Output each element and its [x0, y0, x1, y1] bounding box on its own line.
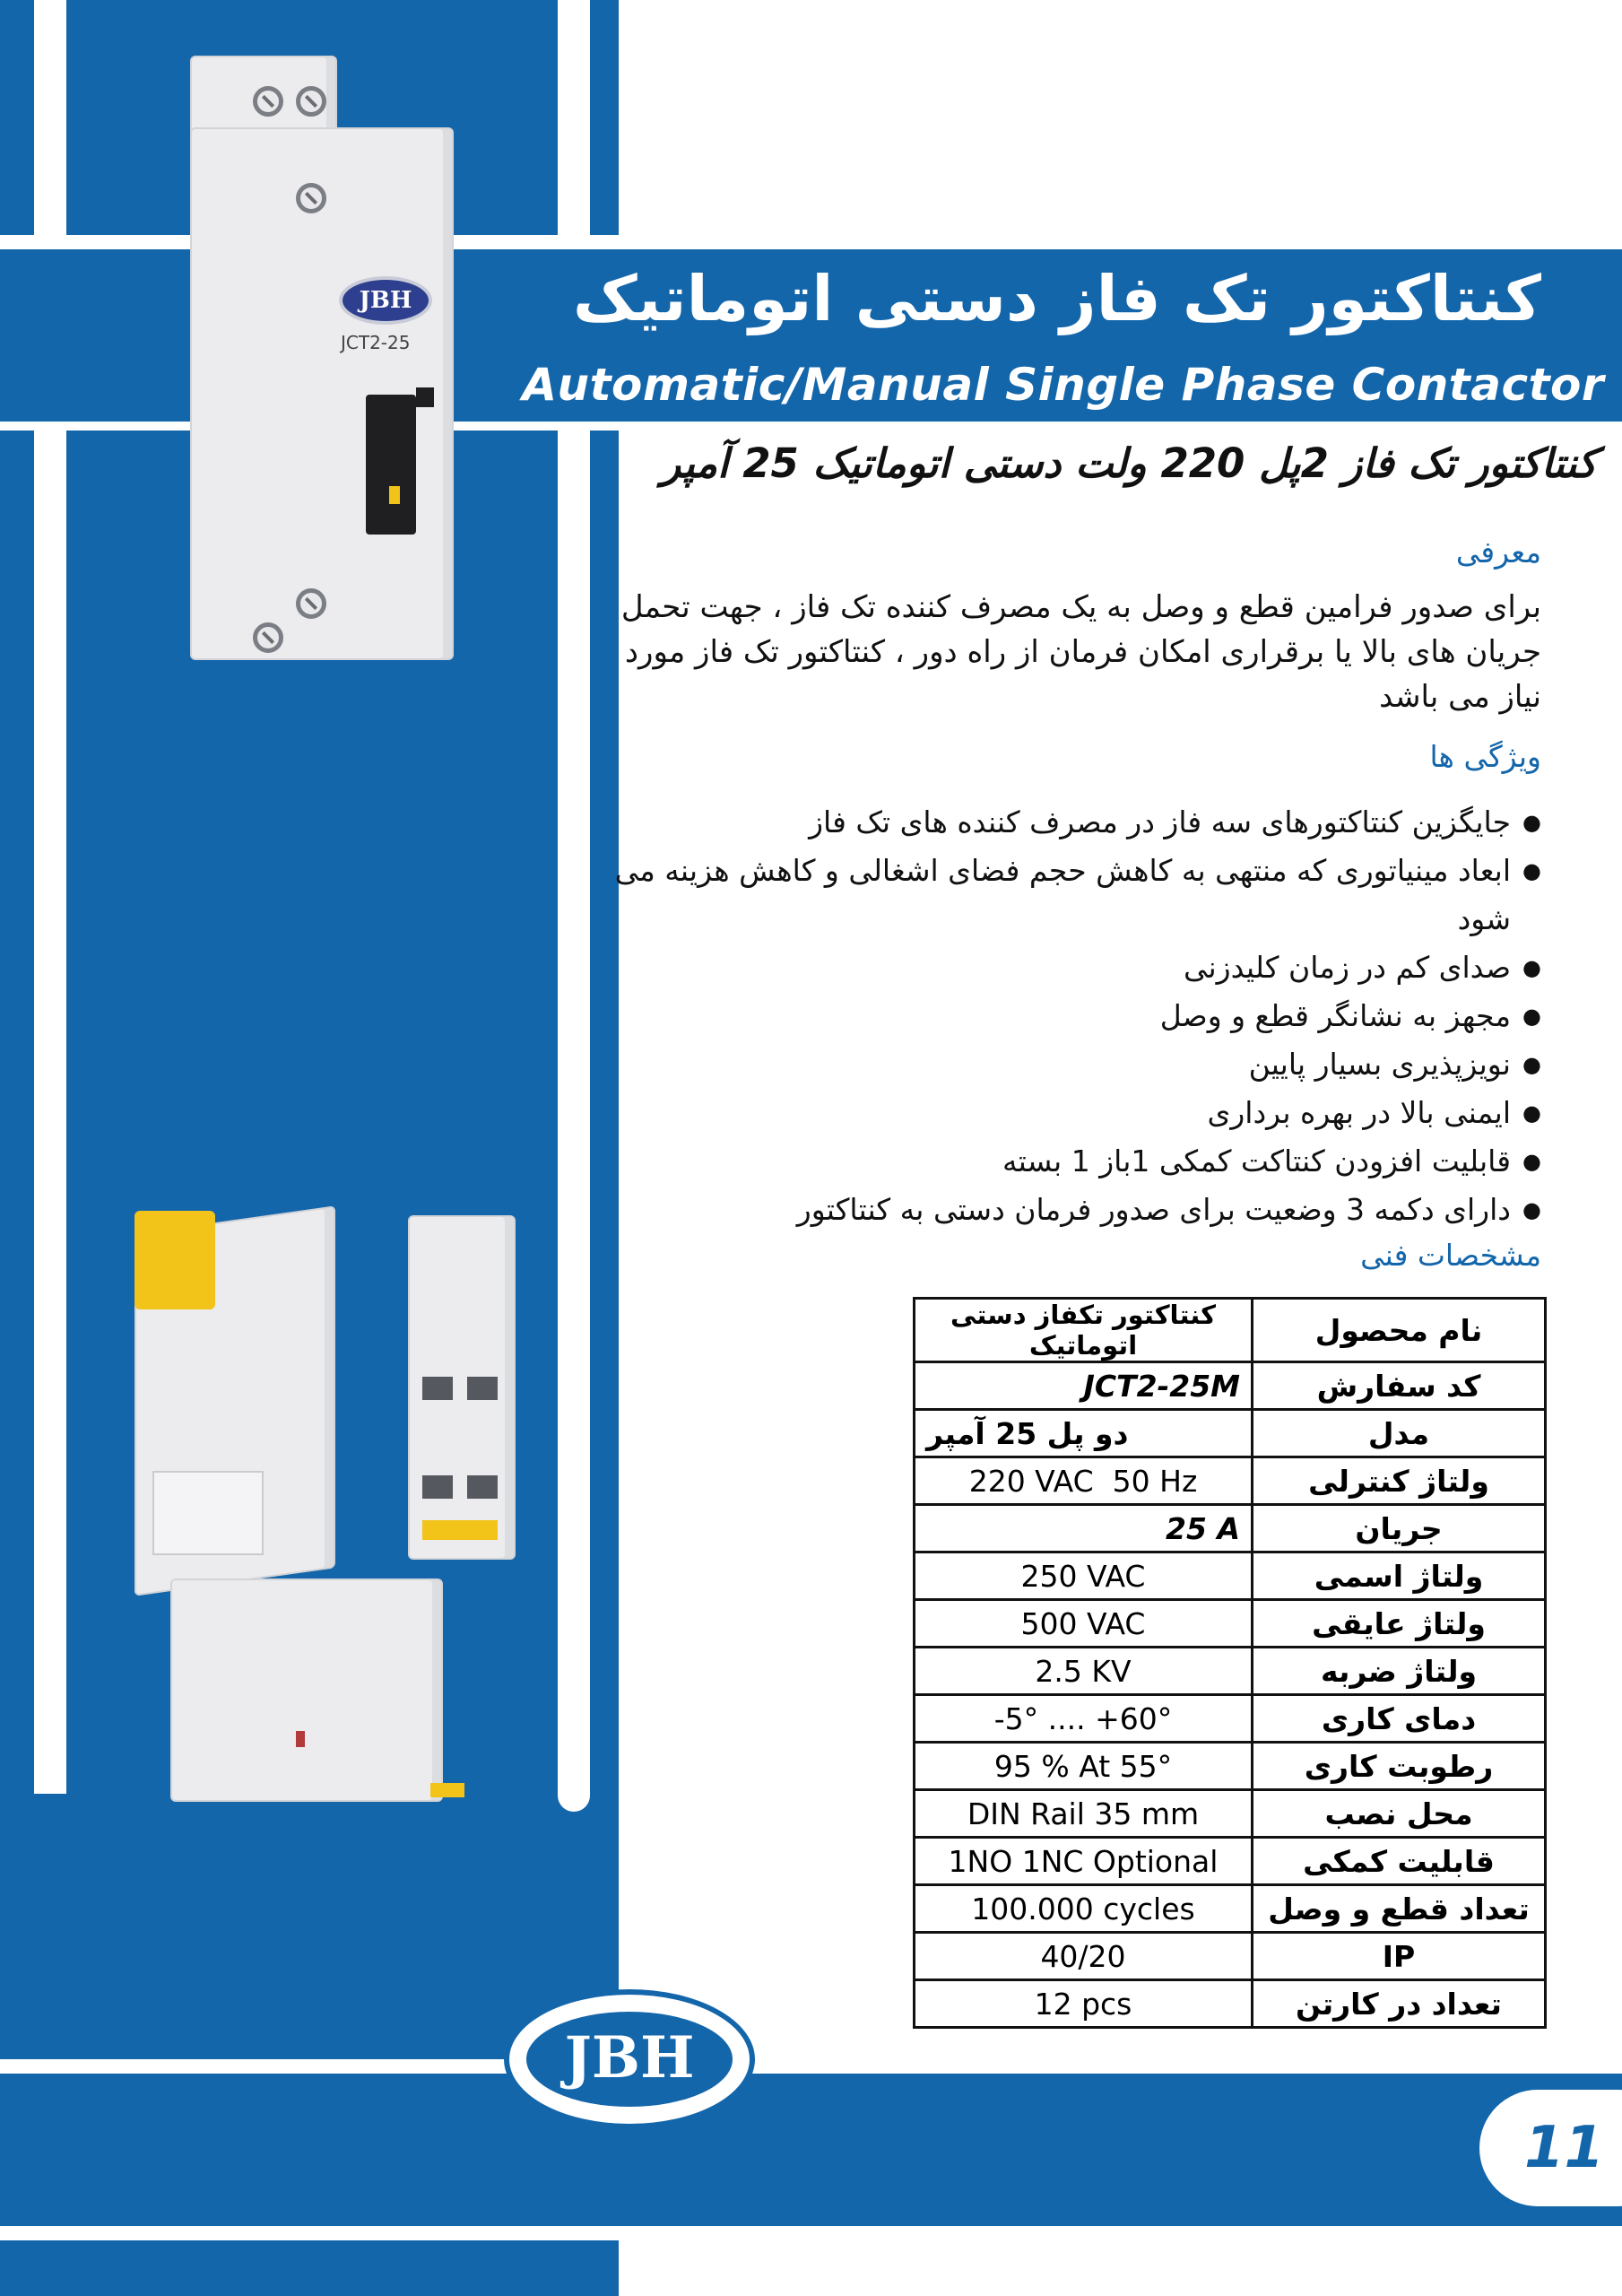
front-terminal — [422, 1377, 453, 1400]
spec-value: 25 A — [915, 1505, 1253, 1552]
spec-key: ولتاژ ضربه — [1253, 1648, 1546, 1695]
terminal-screw-icon — [296, 588, 326, 619]
spec-key: کد سفارش — [1253, 1362, 1546, 1410]
product-image-front — [408, 1215, 516, 1556]
table-row — [915, 1299, 1546, 1362]
yellow-aux-contact — [134, 1211, 215, 1309]
spec-key: IP — [1253, 1933, 1546, 1980]
spec-key: مدل — [1253, 1410, 1546, 1457]
side-indicator — [296, 1731, 305, 1747]
footer-band — [0, 2074, 1622, 2226]
feature-item: ● صدای کم در زمان کلیدزنی — [609, 944, 1541, 992]
table-row — [915, 1838, 1546, 1885]
feature-item: ● مجهز به نشانگر قطع و وصل — [609, 992, 1541, 1040]
terminal-screw-icon — [253, 622, 283, 653]
footer-top-line — [0, 2059, 1622, 2074]
spec-key: محل نصب — [1253, 1790, 1546, 1838]
terminal-screw-icon — [253, 86, 283, 117]
terminal-screw-icon — [296, 86, 326, 117]
table-row — [915, 1552, 1546, 1600]
spec-value: 1NO 1NC Optional — [915, 1838, 1253, 1885]
spec-value: دو پل 25 آمپر — [915, 1410, 1253, 1457]
spec-value: 2.5 KV — [915, 1648, 1253, 1695]
feature-item: ● جایگزین کنتاکتورهای سه فاز در مصرف کننده های تک فاز — [609, 798, 1541, 847]
spec-value: کنتاکتور تکفاز دستی اتوماتیک — [915, 1299, 1253, 1362]
front-yellow-clip — [422, 1520, 498, 1540]
page-number: 11 — [1524, 2115, 1605, 2181]
page-title-fa: کنتاکتور تک فاز دستی اتوماتیک — [573, 262, 1541, 335]
spec-value: 500 VAC — [915, 1600, 1253, 1648]
front-terminal — [467, 1475, 498, 1499]
product-subtitle: کنتاکتور تک فاز 2پل 220 ولت دستی اتوماتیک 25 آمپر — [661, 439, 1597, 487]
footer-bottom-line — [0, 2226, 1622, 2240]
spec-value: 100.000 cycles — [915, 1885, 1253, 1933]
feature-item: ● ابعاد مینیاتوری که منتهی به کاهش حجم فضای اشغالی و کاهش هزینه می شود — [609, 847, 1541, 944]
table-row — [915, 1648, 1546, 1695]
spec-key: تعداد قطع و وصل — [1253, 1885, 1546, 1933]
table-row — [915, 1457, 1546, 1505]
spec-key: جریان — [1253, 1505, 1546, 1552]
product-image-side — [170, 1578, 466, 1803]
spec-key: قابلیت کمکی — [1253, 1838, 1546, 1885]
features-list — [609, 798, 1541, 1234]
switch-indicator — [389, 486, 400, 504]
spec-key: دمای کاری — [1253, 1695, 1546, 1743]
intro-heading: معرفی — [1455, 535, 1541, 570]
table-row — [915, 1933, 1546, 1980]
table-row — [915, 1695, 1546, 1743]
table-row — [915, 1410, 1546, 1457]
feature-item: ● قابلیت افزودن کنتاکت کمکی 1باز 1 بسته — [609, 1137, 1541, 1186]
product-image-main — [190, 56, 459, 648]
spec-key: ولتاژ اسمی — [1253, 1552, 1546, 1600]
spec-key: نام محصول — [1253, 1299, 1546, 1362]
table-row — [915, 1362, 1546, 1410]
device-model-label: JCT2-25 — [341, 332, 411, 353]
table-row — [915, 1980, 1546, 2028]
footer-bottom-strip — [0, 2240, 619, 2296]
spec-value: 95 % At 55° — [915, 1743, 1253, 1790]
product-image-angle — [117, 1184, 350, 1578]
spec-value: JCT2-25M — [915, 1362, 1253, 1410]
spec-value: DIN Rail 35 mm — [915, 1790, 1253, 1838]
intro-text: برای صدور فرامین قطع و وصل به یک مصرف کننده تک فاز ، جهت تحمل جریان های بالا یا برقراری امکان فرمان از راه دور ، کنتاکتور تک فاز مورد نیاز می باشد — [620, 589, 1541, 715]
table-row — [915, 1790, 1546, 1838]
front-terminal — [467, 1377, 498, 1400]
feature-item: ● ایمنی بالا در بهره برداری — [609, 1089, 1541, 1137]
table-row — [915, 1885, 1546, 1933]
footer-logo-inner: JBH — [522, 2007, 737, 2111]
table-row — [915, 1743, 1546, 1790]
bottom-terminals — [152, 1471, 264, 1555]
table-row — [915, 1600, 1546, 1648]
feature-item: ● دارای دکمه 3 وضعیت برای صدور فرمان دستی به کنتاکتور — [609, 1186, 1541, 1234]
terminal-screw-icon — [296, 183, 326, 213]
table-row — [915, 1505, 1546, 1552]
side-yellow-clip — [430, 1783, 464, 1797]
small-clip — [416, 387, 434, 407]
specs-table — [913, 1297, 1547, 2029]
device-brand-badge: JBH — [339, 276, 432, 325]
specs-heading: مشخصات فنی — [1360, 1238, 1541, 1273]
front-terminal — [422, 1475, 453, 1499]
device-side-body — [170, 1578, 443, 1802]
manual-switch-slot — [366, 395, 416, 535]
feature-item: ● نویزپذیری بسیار پایین — [609, 1040, 1541, 1089]
features-heading: ویژگی ها — [1429, 739, 1541, 774]
spec-key: ولتاژ عایقی — [1253, 1600, 1546, 1648]
footer-logo — [504, 1989, 755, 2129]
spec-value: 220 VAC 50 Hz — [915, 1457, 1253, 1505]
page-title-en: Automatic/Manual Single Phase Contactor — [522, 359, 1604, 411]
spec-value: 12 pcs — [915, 1980, 1253, 2028]
spec-key: تعداد در کارتن — [1253, 1980, 1546, 2028]
spec-value: 40/20 — [915, 1933, 1253, 1980]
spec-key: رطوبت کاری — [1253, 1743, 1546, 1790]
spec-value: -5° .... +60° — [915, 1695, 1253, 1743]
spec-key: ولتاژ کنترلی — [1253, 1457, 1546, 1505]
spec-value: 250 VAC — [915, 1552, 1253, 1600]
